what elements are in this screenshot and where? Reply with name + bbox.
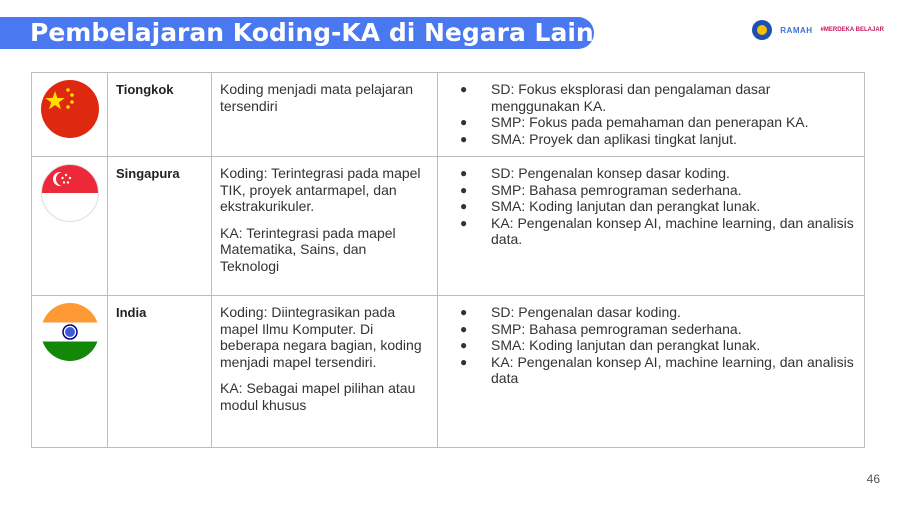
level-list — [438, 157, 864, 248]
singapore-flag-icon — [41, 164, 99, 222]
table-row — [32, 73, 865, 157]
level-list — [438, 296, 864, 387]
header-logos — [752, 20, 884, 40]
ai-description: KA: Sebagai mapel pilihan atau modul khusus — [220, 380, 416, 413]
level-list — [438, 73, 864, 147]
merdeka-belajar-logo: #MERDEKA BELAJAR — [820, 27, 884, 33]
list-item: ● SMA: Proyek dan aplikasi tingkat lanjut. — [460, 131, 854, 148]
coding-description: Koding: Terintegrasi pada mapel TIK, proyek antarmapel, dan ekstrakurikuler. — [220, 165, 421, 214]
list-item: ● SD: Pengenalan dasar koding. — [460, 304, 854, 321]
india-flag-icon — [41, 303, 99, 361]
table-row — [32, 296, 865, 448]
list-item: ● KA: Pengenalan konsep AI, machine learning, dan analisis data — [460, 354, 854, 387]
list-item: ● SMA: Koding lanjutan dan perangkat lunak. — [460, 337, 854, 354]
list-item: ● SMP: Bahasa pemrograman sederhana. — [460, 321, 854, 338]
list-item: ● SMP: Bahasa pemrograman sederhana. — [460, 182, 854, 199]
list-item: ● SMA: Koding lanjutan dan perangkat lunak. — [460, 198, 854, 215]
country-name: Tiongkok — [116, 82, 174, 97]
list-item: ● SD: Pengenalan konsep dasar koding. — [460, 165, 854, 182]
tut-wuri-emblem-icon — [752, 20, 772, 40]
country-comparison-table — [31, 72, 865, 448]
slide-title: Pembelajaran Koding-KA di Negara Lain — [30, 18, 594, 47]
page-number: 46 — [866, 472, 880, 486]
table-row — [32, 157, 865, 296]
ai-description: KA: Terintegrasi pada mapel Matematika, Sains, dan Teknologi — [220, 224, 396, 274]
list-item: ● KA: Pengenalan konsep AI, machine learning, dan analisis data. — [460, 215, 854, 248]
list-item: ● SD: Fokus eksplorasi dan pengalaman dasar menggunakan KA. — [460, 81, 854, 114]
title-bar — [0, 17, 594, 49]
list-item: ● SMP: Fokus pada pemahaman dan penerapan KA. — [460, 114, 854, 131]
coding-description: Koding menjadi mata pelajaran tersendiri — [220, 81, 414, 114]
country-name: India — [116, 305, 147, 320]
country-name: Singapura — [116, 166, 180, 181]
china-flag-icon — [41, 80, 99, 138]
coding-description: Koding: Diintegrasikan pada mapel Ilmu Komputer. Di beberapa negara bagian, koding menjadi mapel tersendiri. — [220, 304, 422, 370]
ramah-logo: RAMAH — [780, 25, 813, 35]
